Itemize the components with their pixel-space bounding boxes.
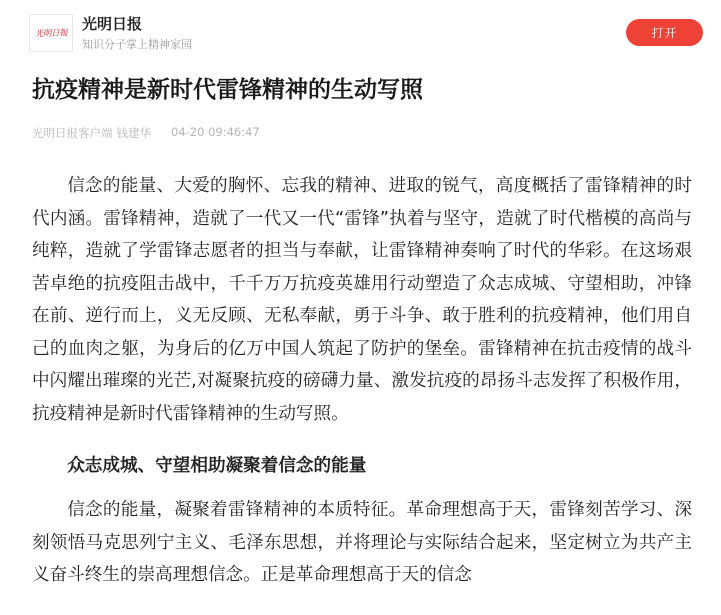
open-app-button[interactable]: 打开 [626,19,703,46]
article-timestamp: 04-20 09:46:47 [171,125,260,139]
paragraph: 信念的能量，凝聚着雷锋精神的本质特征。革命理想高于天，雷锋刻苦学习、深刻领悟马克思列宁主义、毛泽东思想，并将理论与实际结合起来，坚定树立为共产主义奋斗终生的崇高理想信念。正是革命理想高于天的信念 [32,500,692,585]
article-author: 钱建华 [116,126,151,140]
section-heading: 众志成城、守望相助凝聚着信念的能量 [67,456,367,476]
article-body [32,170,692,592]
logo-text: 光明日報 [34,28,68,40]
paragraph: 信念的能量、大爱的胸怀、忘我的精神、进取的锐气，高度概括了雷锋精神的时代内涵。雷锋精神，造就了一代又一代“雷锋”执着与坚守，造就了时代楷模的高尚与纯粹，造就了学雷锋志愿者的担当与奉献，让雷锋精神奏响了时代的华彩。在这场艰苦卓绝的抗疫阻击战中，千千万万抗疫英雄用行动塑造了众志成城、守望相助，冲锋在前、逆行而上，义无反顾、无私奉献，勇于斗争、敢于胜利的抗疫精神，他们用自己的血肉之躯，为身后的亿万中国人筑起了防护的堡垒。雷锋精神在抗击疫情的战斗中闪耀出璀璨的光芒,对凝聚抗疫的磅礴力量、激发抗疫的昂扬斗志发挥了积极作用，抗疫精神是新时代雷锋精神的生动写照。 [32,176,692,424]
brand-logo[interactable] [29,14,73,52]
brand-subtitle: 知识分子掌上精神家园 [82,38,192,51]
article-meta [32,125,260,141]
article-source: 光明日报客户端 [32,126,113,140]
app-header [0,0,721,66]
article-title: 抗疫精神是新时代雷锋精神的生动写照 [32,77,423,103]
brand-name[interactable]: 光明日报 [82,15,143,33]
